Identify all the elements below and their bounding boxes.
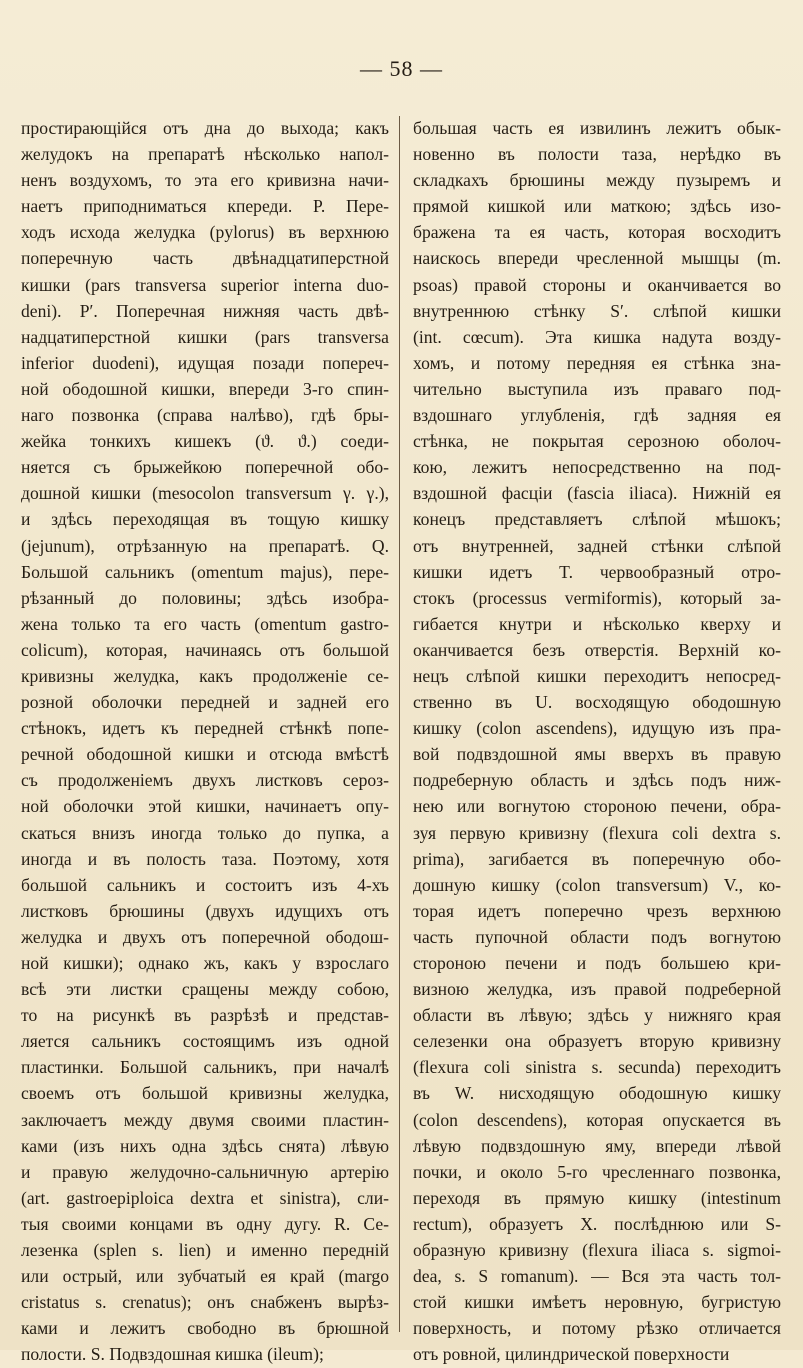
- text-line: торая идетъ поперечно чрезъ верхнюю: [413, 900, 781, 921]
- left-text-column: [21, 115, 389, 1368]
- text-line: ной оболочки этой кишки, начинаетъ опу-: [21, 796, 389, 817]
- text-line: поперечную часть двѣнадцатиперстной: [21, 248, 389, 269]
- text-line: colicum), которая, начинаясь отъ большой: [21, 639, 389, 660]
- text-line: няется съ брыжейкою поперечной обо-: [21, 457, 389, 478]
- text-line: селезенки она образуетъ вторую кривизну: [413, 1031, 781, 1052]
- text-line: зуя первую кривизну (flexura coli dextra s.: [413, 822, 781, 843]
- text-line: образную кривизну (flexura iliaca s. sigmoi-: [413, 1240, 781, 1261]
- text-line: въ W. нисходящую ободошную кишку: [413, 1083, 781, 1104]
- text-line: ками (изъ нихъ одна здѣсь снята) лѣвую: [21, 1135, 389, 1156]
- text-line: прямой кишкой или маткою; здѣсь изо-: [413, 196, 781, 217]
- page-number: — 58 —: [360, 56, 443, 81]
- text-line: ходъ исхода желудка (pylorus) въ верхнюю: [21, 222, 389, 243]
- text-line: rectum), образуетъ X. послѣднюю или S-: [413, 1213, 781, 1234]
- text-line: новенно въ полости таза, нерѣдко въ: [413, 144, 781, 165]
- text-line: пластинки. Большой сальникъ, при началѣ: [21, 1057, 389, 1078]
- text-line: inferior duodeni), идущая позади попереч-: [21, 352, 389, 373]
- text-line: ками и лежитъ свободно въ брюшной: [21, 1318, 389, 1339]
- text-line: deni). P′. Поперечная нижняя часть двѣ-: [21, 300, 389, 321]
- text-line: бражена та ея часть, которая восходитъ: [413, 222, 781, 243]
- text-line: своемъ отъ большой кривизны желудка,: [21, 1083, 389, 1104]
- text-line: наго позвонка (справа налѣво), гдѣ бры-: [21, 405, 389, 426]
- text-line: и здѣсь переходящая въ тощую кишку: [21, 509, 389, 530]
- text-line: (art. gastroepiploica dextra et sinistra), сли-: [21, 1187, 389, 1208]
- text-line: наетъ приподниматься кпереди. P. Пере-: [21, 196, 389, 217]
- text-line: кишку (colon ascendens), идущую изъ пра-: [413, 718, 781, 739]
- text-line: и правую желудочно-сальничную артерію: [21, 1161, 389, 1182]
- text-line: гибается кнутри и нѣсколько кверху и: [413, 613, 781, 634]
- text-line: dea, s. S romanum). — Вся эта часть тол-: [413, 1266, 781, 1287]
- column-divider: [399, 116, 400, 1332]
- text-line: желудка и двухъ отъ поперечной ободош-: [21, 926, 389, 947]
- text-line: заключаетъ между двумя своими пластин-: [21, 1109, 389, 1130]
- text-line: визною желудка, изъ правой подреберной: [413, 979, 781, 1000]
- text-line: подреберную область и здѣсь подъ ниж-: [413, 770, 781, 791]
- text-line: лезенка (splen s. lien) и именно передній: [21, 1240, 389, 1261]
- text-line: отъ внутренней, задней стѣнки слѣпой: [413, 535, 781, 556]
- text-line: Большой сальникъ (omentum majus), пере-: [21, 561, 389, 582]
- text-line: иногда и въ полость таза. Поэтому, хотя: [21, 848, 389, 869]
- text-line: оканчивается безъ отверстія. Верхній ко-: [413, 639, 781, 660]
- text-line: большая часть ея извилинъ лежитъ обык-: [413, 118, 781, 138]
- text-line: хомъ, и потому передняя ея стѣнка зна-: [413, 352, 781, 373]
- text-line: наискось впереди чресленной мышцы (m.: [413, 248, 781, 269]
- text-line: всѣ эти листки сращены между собою,: [21, 979, 389, 1000]
- text-line: ляется сальникъ состоящимъ изъ одной: [21, 1031, 389, 1052]
- text-line: или острый, или зубчатый ея край (margo: [21, 1266, 389, 1287]
- text-line: отъ ровной, цилиндрической поверхности: [413, 1344, 730, 1365]
- text-line: стороною печени и подъ большею кри-: [413, 953, 781, 973]
- text-line: (colon descendens), которая опускается въ: [413, 1109, 781, 1130]
- text-line: ной ободошной кишки, впереди 3-го спин-: [21, 378, 389, 399]
- text-line: (int. cœcum). Эта кишка надута возду-: [413, 326, 781, 347]
- text-line: съ продолженіемъ двухъ листковъ сероз-: [21, 770, 389, 791]
- text-line: стокъ (processus vermiformis), который за-: [413, 587, 781, 608]
- text-line: вздошной фасціи (fascia iliaca). Нижній ея: [413, 483, 781, 504]
- text-line: поверхность, и потому рѣзко отличается: [413, 1318, 781, 1339]
- text-line: тыя своими концами въ одну дугу. R. Се-: [21, 1213, 389, 1234]
- text-line: часть пупочной области подъ вогнутою: [413, 926, 781, 947]
- text-line: желудокъ на препаратѣ нѣсколько напол-: [21, 144, 389, 165]
- text-line: листковъ брюшины (двухъ идущихъ отъ: [21, 900, 389, 921]
- text-line: области въ лѣвую; здѣсь у нижняго края: [413, 1005, 781, 1026]
- text-line: (flexura coli sinistra s. secunda) переходитъ: [413, 1057, 781, 1078]
- text-line: кишки идетъ T. червообразный отро-: [413, 561, 781, 582]
- text-line: стой кишки имѣетъ неровную, бугристую: [413, 1292, 781, 1313]
- text-line: жена только та его часть (omentum gastro-: [21, 613, 389, 634]
- text-line: большой сальникъ и состоитъ изъ 4-хъ: [21, 874, 389, 895]
- text-line: конецъ представляетъ слѣпой мѣшокъ;: [413, 509, 781, 530]
- text-line: жейка тонкихъ кишекъ (ϑ. ϑ.) соеди-: [21, 431, 389, 452]
- text-line: prima), загибается въ поперечную обо-: [413, 848, 781, 869]
- text-line: вздошнаго углубленія, гдѣ задняя ея: [413, 405, 781, 426]
- text-line: кишки (pars transversa superior interna duo-: [21, 274, 389, 295]
- right-text-column: [413, 115, 781, 1368]
- text-line: (jejunum), отрѣзанную на препаратѣ. Q.: [21, 535, 389, 556]
- text-line: переходя въ прямую кишку (intestinum: [413, 1187, 781, 1208]
- text-line: дошной кишки (mesocolon transversum γ. γ.),: [21, 483, 389, 504]
- text-line: внутреннюю стѣнку S′. слѣпой кишки: [413, 300, 781, 321]
- text-line: ственно въ U. восходящую ободошную: [413, 692, 781, 713]
- text-line: рѣзанный до половины; здѣсь изобра-: [21, 587, 389, 608]
- text-line: ненъ воздухомъ, то эта его кривизна начи-: [21, 170, 389, 191]
- text-line: вой подвздошной ямы вверхъ въ правую: [413, 744, 781, 765]
- text-line: лѣвую подвздошную яму, впереди лѣвой: [413, 1135, 781, 1156]
- text-line: почки, и около 5-го чресленнаго позвонка,: [413, 1161, 781, 1182]
- text-line: розной оболочки передней и задней его: [21, 692, 389, 713]
- text-line: простирающійся отъ дна до выхода; какъ: [21, 118, 389, 138]
- text-line: стѣнка, не покрытая серозною оболоч-: [413, 431, 781, 452]
- text-line: речной ободошной кишки и отсюда вмѣстѣ: [21, 744, 389, 765]
- text-line: кою, лежитъ непосредственно на под-: [413, 457, 781, 478]
- text-line: скаться внизъ иногда только до пупка, а: [21, 822, 389, 843]
- text-line: полости. S. Подвздошная кишка (ileum);: [21, 1344, 324, 1365]
- text-line: надцатиперстной кишки (pars transversa: [21, 326, 389, 347]
- text-line: cristatus s. crenatus); онъ снабженъ вырѣз-: [21, 1292, 389, 1313]
- text-line: кривизны желудка, какъ продолженіе се-: [21, 665, 389, 686]
- text-line: складкахъ брюшины между пузыремъ и: [413, 170, 781, 191]
- text-line: то на рисункѣ въ разрѣзѣ и представ-: [21, 1005, 389, 1026]
- text-line: нецъ слѣпой кишки переходитъ непосред-: [413, 665, 781, 686]
- text-line: стѣнокъ, идетъ къ передней стѣнкѣ попе-: [21, 718, 389, 739]
- text-line: дошную кишку (colon transversum) V., ко-: [413, 874, 781, 895]
- text-line: psoas) правой стороны и оканчивается во: [413, 274, 781, 295]
- text-line: ной кишки); однако жъ, какъ у взрослаго: [21, 953, 389, 973]
- text-line: чительно выступила изъ праваго под-: [413, 378, 781, 399]
- text-line: нею или вогнутою стороною печени, обра-: [413, 796, 781, 817]
